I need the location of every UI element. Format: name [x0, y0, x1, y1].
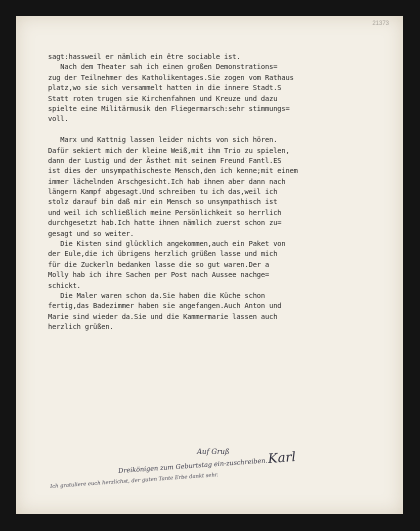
- text-line: Molly hab ich ihre Sachen per Post nach Aussee nachge=: [48, 271, 270, 280]
- text-line: [48, 125, 376, 135]
- text-line: Die Maler waren schon da.Sie haben die Küche schon: [48, 291, 266, 300]
- text-line: sagt:hassweil er nämlich ein être sociable ist.: [48, 53, 241, 61]
- letter-body: [48, 52, 376, 333]
- text-line: für die Zuckerln bedanken lasse die so gut waren.Der a: [48, 260, 270, 269]
- text-line: und weil ich schließlich meine Persönlichkeit so herrlich: [48, 208, 282, 217]
- text-line: längern Kampf abgesagt.Und schreiben tu ich das,weil ich: [48, 188, 278, 197]
- archive-number: 21373: [372, 21, 389, 27]
- text-line: Marie sind wieder da.Sie und die Kammermarie lassen auch: [48, 312, 278, 321]
- text-line: voll.: [48, 115, 69, 124]
- handwritten-greeting: Auf Gruß: [197, 448, 230, 456]
- text-line: Dafür sekiert mich der kleine Weiß,mit ihm Trio zu spielen,: [48, 146, 290, 155]
- text-line: Statt roten trugen sie Kirchenfahnen und Kreuze und dazu: [48, 94, 278, 103]
- handwritten-postscript-line-2: Ich gratuliere euch herzlichst, der guten Tante Erbe dankt sehr.: [50, 472, 219, 490]
- text-line: gesagt und so weiter.: [48, 229, 134, 238]
- text-line: der Eule,die ich übrigens herzlich grüßen lasse und mich: [48, 250, 278, 259]
- handwritten-postscript-line-1: Dreikönigen zum Geburtstag ein-zuschreiben.: [118, 456, 268, 475]
- text-line: fertig,das Badezimmer haben sie angefangen.Auch Anton und: [48, 302, 282, 311]
- text-line: ist dies der unsympathischeste Mensch,den ich kenne;mit einem: [48, 167, 298, 176]
- text-line: stolz darauf bin daß mir ein Mensch so unsympathisch ist: [48, 198, 278, 207]
- text-line: spielte eine Militärmusik den Fliegermarsch:sehr stimmungs=: [48, 104, 290, 113]
- text-line: Marx und Kattnig lassen leider nichts von sich hören.: [48, 136, 278, 145]
- text-line: dann der Lustig und der Ästhet mit seinem Freund Fantl.ES: [48, 156, 282, 165]
- signature: Karl: [267, 450, 297, 467]
- text-line: Nach dem Theater sah ich einen großen Demonstrations=: [48, 63, 278, 72]
- text-line: durchgesetzt hab.Ich hatte ihnen nämlich zuerst schon zu=: [48, 219, 282, 228]
- text-line: schickt.: [48, 281, 81, 290]
- text-line: herzlich grüßen.: [48, 323, 114, 332]
- text-line: Die Kisten sind glücklich angekommen,auch ein Paket von: [48, 240, 286, 249]
- text-line: platz,wo sie sich versammelt hatten in die innere Stadt.S: [48, 84, 282, 93]
- text-line: immer lächelnden Arschgesicht.Ich hab ihnen aber dann nach: [48, 177, 286, 186]
- text-line: zug der Teilnehmer des Katholikentages.Sie zogen vom Rathaus: [48, 73, 294, 82]
